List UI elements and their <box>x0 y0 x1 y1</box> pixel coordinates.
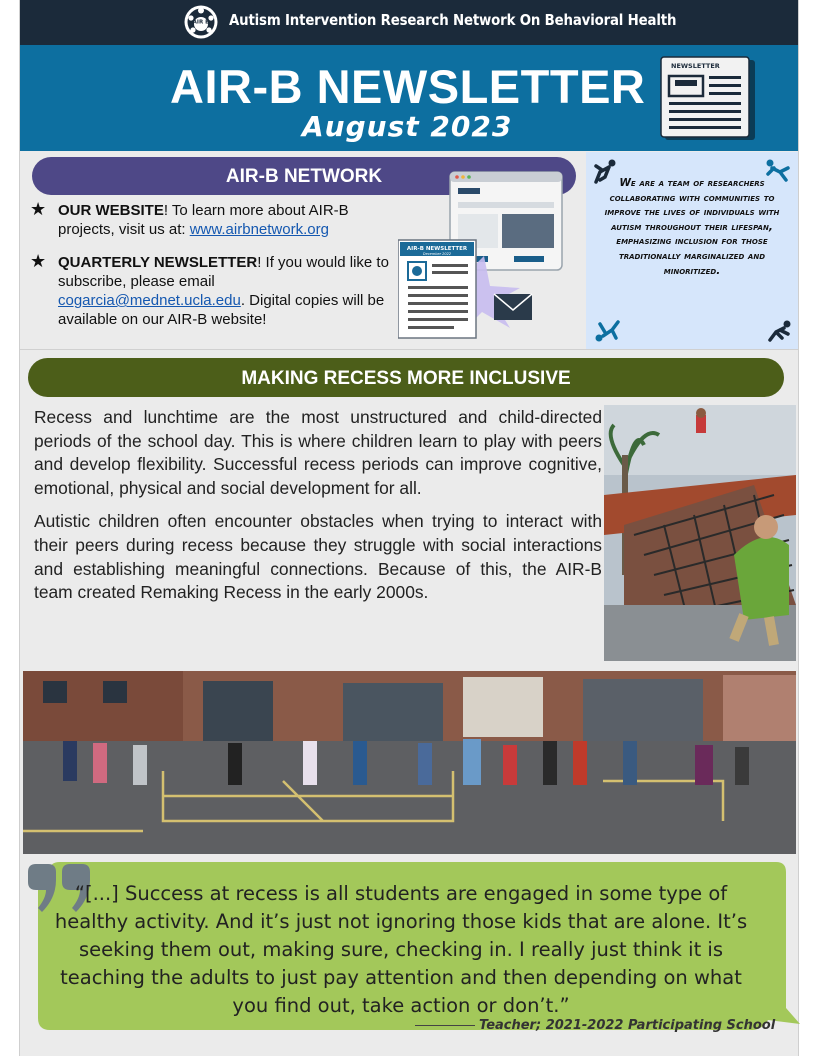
section-divider <box>20 349 798 350</box>
mission-statement: We are a team of researchers collaborating with communities to improve the lives of individuals with autism throughout their lifespan, emphasizing inclusion for those traditionally marginalized and minoritized. <box>604 177 780 277</box>
person-running-icon <box>766 318 792 344</box>
network-bullet-list <box>30 201 390 343</box>
page-title: AIR-B NEWSLETTER <box>170 60 646 113</box>
attribution-dash <box>415 1025 475 1026</box>
illustration-newsletter-date: December 2022 <box>422 252 452 256</box>
illustration-newsletter-title: AIR-B NEWSLETTER <box>406 246 468 252</box>
testimonial-attribution <box>415 1018 776 1033</box>
logo-text: AIR B <box>192 19 210 26</box>
star-icon: ★ <box>30 199 47 219</box>
mission-statement-panel <box>586 152 798 349</box>
list-item <box>30 253 390 329</box>
newspaper-icon-label: NEWSLETTER <box>671 62 720 70</box>
website-item-title: OUR WEBSITE <box>58 202 164 219</box>
person-stretching-icon <box>594 318 620 344</box>
testimonial-quote: “[...] Success at recess is all students are engaged in some type of healthy activity. And it’s just not ignoring those kids that are alone. It’s seeking them out, making sure, checking in. I really just think it is teaching the adults to just pay attention and then depending on what you find out, take action or don’t.” <box>54 882 748 1017</box>
recess-paragraph-1: Recess and lunchtime are the most unstructured and child-directed periods of the school day. This is where children learn to play with peers and develop flexibility. Successful recess periods can improve cognitive, emotional, physical and social development for all. <box>34 407 602 498</box>
newspaper-icon <box>659 56 759 142</box>
star-icon: ★ <box>30 251 47 271</box>
playground-climbing-photo <box>604 405 796 661</box>
airb-logo-icon <box>183 4 219 40</box>
newsletter-item-after: . Digital copies will be available on our AIR-B website! <box>58 292 385 328</box>
recess-section-heading <box>28 358 784 397</box>
recess-article <box>34 406 602 615</box>
network-header-bar <box>20 0 798 45</box>
newsletter-item-text: ! If you would like to subscribe, please email <box>58 254 389 290</box>
website-item-text: ! To learn more about AIR-B projects, visit us at: <box>58 202 349 238</box>
newsletter-item-title: QUARTERLY NEWSLETTER <box>58 254 258 271</box>
website-link[interactable]: www.airbnetwork.org <box>189 221 329 238</box>
network-heading-label: AIR-B NETWORK <box>225 166 383 187</box>
newsletter-hero <box>20 45 798 151</box>
attribution-text: Teacher; 2021-2022 Participating School <box>479 1018 776 1033</box>
list-item <box>30 201 390 239</box>
recess-paragraph-2: Autistic children often encounter obstacles when trying to interact with their peers during recess because they struggle with social interactions and establishing meaningful connections. Because of this, the AIR-B team created Remaking Recess in the early 2000s. <box>34 511 602 603</box>
newsletter-page <box>19 0 799 1056</box>
network-name: Autism Intervention Research Network On Behavioral Health <box>229 11 677 29</box>
issue-date: August 2023 <box>302 110 513 143</box>
website-newsletter-illustration <box>398 170 568 340</box>
email-link[interactable]: cogarcia@mednet.ucla.edu <box>58 292 241 309</box>
recess-heading-label: MAKING RECESS MORE INCLUSIVE <box>241 368 571 389</box>
schoolyard-recess-photo <box>23 671 796 854</box>
